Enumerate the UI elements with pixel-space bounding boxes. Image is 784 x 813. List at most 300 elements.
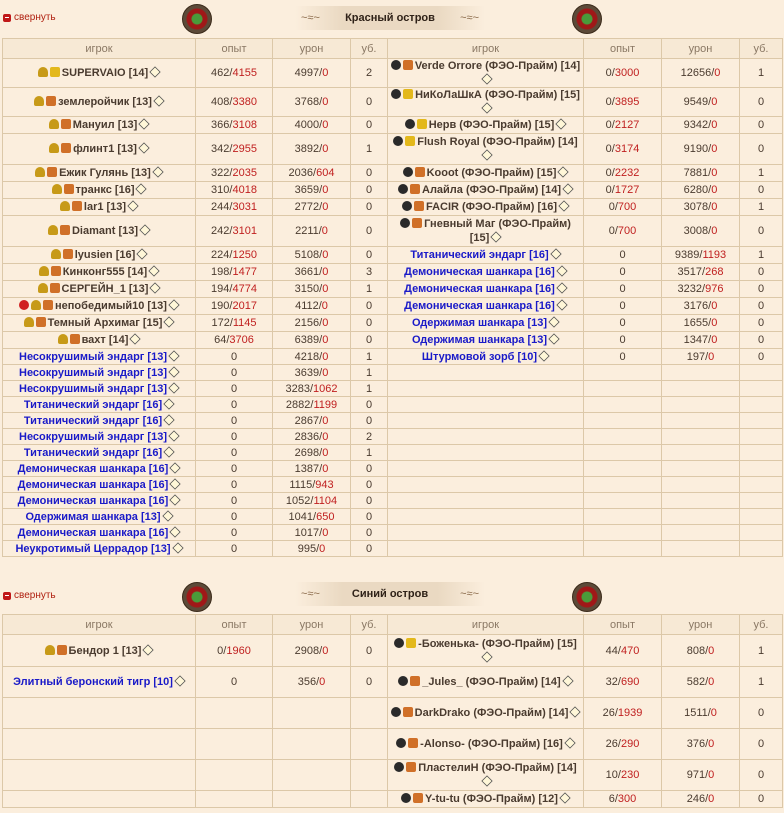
info-icon[interactable] [556, 299, 567, 310]
experience-cell [196, 477, 273, 493]
damage-cell-value: 246 [686, 793, 706, 805]
monster-name-link[interactable]: Демоническая шанкара [16] [404, 266, 555, 278]
experience-cell [584, 760, 662, 791]
player-cell [3, 332, 196, 349]
damage-cell-value: 2772 [294, 201, 320, 213]
damage-cell [273, 199, 351, 216]
kills-cell: 0 [740, 760, 783, 791]
experience-cell [196, 315, 273, 332]
slash: / [611, 119, 615, 131]
info-icon[interactable] [174, 675, 185, 686]
empty-cell [662, 381, 740, 397]
experience-cell [196, 365, 273, 381]
player-name-link[interactable]: непобедимый10 [13] [55, 300, 167, 312]
info-icon[interactable] [162, 510, 173, 521]
red-island-title: ~≈~ Красный остров ~≈~ [295, 6, 485, 30]
damage-cell-bonus: 0 [319, 542, 326, 555]
kills-cell: 0 [351, 298, 388, 315]
info-icon[interactable] [550, 248, 561, 259]
info-icon[interactable] [562, 675, 573, 686]
experience-cell [196, 429, 273, 445]
slash: / [705, 738, 709, 750]
empty-cell [584, 365, 662, 381]
monster-name-link[interactable]: Несокрушимый эндарг [13] [19, 382, 167, 395]
experience-cell-value: 0 [217, 644, 224, 657]
monster-name-link[interactable]: Демоническая шанкара [16] [404, 300, 555, 312]
info-icon[interactable] [139, 224, 150, 235]
kills-cell: 0 [740, 264, 783, 281]
player-name-link[interactable]: ПластелиН (ФЭО-Прайм) [14] [418, 762, 577, 774]
experience-cell-bonus: 1960 [226, 644, 251, 657]
player-cell [388, 117, 584, 134]
info-icon[interactable] [556, 118, 567, 129]
damage-cell-bonus: 943 [315, 478, 334, 491]
monster-name-link[interactable]: Элитный беронский тигр [10] [13, 676, 173, 688]
column-header: опыт [584, 39, 662, 59]
kills-cell: 1 [740, 667, 783, 698]
info-icon[interactable] [163, 398, 174, 409]
experience-cell [584, 332, 662, 349]
damage-cell-value: 376 [686, 738, 706, 750]
monster-name-link[interactable]: Штурмовой зорб [10] [421, 350, 538, 363]
info-icon[interactable] [170, 478, 181, 489]
info-icon[interactable] [559, 792, 570, 803]
info-icon[interactable] [163, 446, 174, 457]
info-icon[interactable] [481, 102, 492, 113]
clan-emblem-icon [49, 119, 59, 129]
slash: / [229, 201, 233, 213]
experience-cell-value: 190 [211, 300, 230, 312]
monster-name-link[interactable]: Демоническая шанкара [16] [404, 283, 555, 295]
damage-cell [273, 117, 351, 134]
slash: / [707, 707, 711, 719]
damage-cell-value: 971 [686, 769, 706, 781]
player-name-link[interactable]: -Alonso- (ФЭО-Прайм) [16] [420, 738, 563, 750]
experience-cell-value: 310 [211, 184, 230, 196]
player-name-link[interactable]: Мануил [13] [72, 119, 138, 131]
rank-icon [63, 249, 73, 259]
player-name-link[interactable]: Алайла (ФЭО-Прайм) [14] [422, 184, 561, 196]
kills-cell: 0 [351, 315, 388, 332]
monster-name-link[interactable]: Демоническая шанкара [16] [17, 462, 169, 475]
player-name-link[interactable]: Verde Orrore (ФЭО-Прайм) [14] [414, 60, 581, 72]
player-name-link[interactable]: FACIR (ФЭО-Прайм) [16] [425, 201, 558, 213]
info-icon[interactable] [168, 299, 179, 310]
damage-cell-bonus: 1062 [313, 382, 338, 395]
experience-cell-bonus: 300 [617, 793, 637, 805]
info-icon[interactable] [556, 282, 567, 293]
table-header-row [3, 615, 783, 635]
info-icon[interactable] [168, 382, 179, 393]
experience-cell-bonus: 3108 [232, 119, 257, 131]
monster-name-link[interactable]: Одержимая шанкара [13] [411, 334, 548, 346]
info-icon[interactable] [163, 414, 174, 425]
player-cell [3, 525, 196, 541]
player-cell [388, 216, 584, 247]
damage-cell-bonus: 0 [322, 67, 329, 79]
slash: / [316, 676, 320, 688]
clan-emblem-icon [38, 283, 48, 293]
info-icon[interactable] [150, 66, 161, 77]
info-icon[interactable] [152, 166, 163, 177]
info-icon[interactable] [172, 542, 183, 553]
empty-cell [584, 397, 662, 413]
experience-cell-value: 0 [230, 446, 238, 459]
damage-cell-bonus: 650 [316, 510, 335, 523]
damage-cell-bonus: 0 [322, 350, 329, 363]
player-name-link[interactable]: землеройчик [13] [58, 96, 152, 108]
damage-cell [662, 59, 740, 88]
player-name-link[interactable]: lyusien [16] [74, 249, 136, 261]
player-name-link[interactable]: Y-tu-tu (ФЭО-Прайм) [12] [425, 793, 558, 805]
table-row [3, 247, 783, 264]
player-name-link[interactable]: флинт1 [13] [73, 143, 137, 155]
info-icon[interactable] [136, 183, 147, 194]
player-cell [388, 165, 584, 182]
info-icon[interactable] [481, 149, 492, 160]
rank-icon [46, 96, 56, 106]
clan-emblem-icon [58, 334, 68, 344]
experience-cell-value: 0 [605, 119, 612, 131]
monster-name-link[interactable]: Несокрушимый эндарг [13] [19, 366, 167, 379]
damage-cell-bonus: 0 [322, 249, 329, 261]
experience-cell-bonus: 3101 [232, 225, 257, 237]
damage-cell-value: 3768 [294, 96, 320, 108]
damage-cell-bonus: 0 [322, 201, 329, 213]
player-cell [3, 461, 196, 477]
slash: / [319, 119, 323, 131]
damage-cell [273, 461, 351, 477]
damage-cell [273, 413, 351, 429]
slash: / [319, 446, 323, 459]
empty-cell [351, 791, 388, 808]
player-name-link[interactable]: SUPERVAIO [14] [61, 67, 149, 79]
info-icon[interactable] [168, 430, 179, 441]
player-name-link[interactable]: lar1 [13] [83, 201, 127, 213]
info-icon[interactable] [491, 231, 502, 242]
slash: / [229, 283, 233, 295]
empty-cell [740, 397, 783, 413]
experience-cell [584, 349, 662, 365]
empty-cell [196, 729, 273, 760]
experience-cell [196, 298, 273, 315]
table-row [3, 509, 783, 525]
experience-cell [584, 88, 662, 117]
info-icon[interactable] [481, 73, 492, 84]
experience-cell-value: 0 [605, 67, 612, 79]
experience-cell [196, 199, 273, 216]
clan-emblem-icon [49, 143, 59, 153]
player-name-link[interactable]: Гневный Маг (ФЭО-Прайм) [15] [424, 218, 571, 244]
info-icon[interactable] [149, 265, 160, 276]
player-name-link[interactable]: Kooot (ФЭО-Прайм) [15] [426, 167, 557, 179]
column-header: уб. [351, 615, 388, 635]
slash: / [310, 494, 314, 507]
info-icon[interactable] [153, 95, 164, 106]
column-header: урон [273, 615, 351, 635]
damage-cell [273, 493, 351, 509]
monster-name-link[interactable]: Неукротимый Церрадор [13] [15, 542, 171, 555]
experience-cell-bonus: 2035 [232, 167, 257, 179]
kills-cell: 1 [351, 365, 388, 381]
info-icon[interactable] [562, 183, 573, 194]
player-name-link[interactable]: Нерв (ФЭО-Прайм) [15] [428, 119, 555, 131]
slash: / [708, 96, 712, 108]
slash: / [229, 67, 233, 79]
damage-cell-bonus: 268 [705, 266, 724, 278]
experience-cell [196, 134, 273, 165]
info-icon[interactable] [548, 333, 559, 344]
kills-cell: 2 [351, 59, 388, 88]
damage-cell-bonus: 0 [711, 300, 718, 312]
experience-cell [196, 541, 273, 557]
player-name-link[interactable]: Бендор 1 [13] [68, 644, 142, 657]
monster-name-link[interactable]: Титанический эндарг [16] [410, 249, 549, 261]
slash: / [319, 526, 323, 539]
empty-cell [388, 381, 584, 397]
blue-collapse-link[interactable] [3, 590, 56, 601]
empty-cell [196, 760, 273, 791]
experience-cell-bonus: 3706 [229, 334, 254, 346]
player-cell [388, 247, 584, 264]
monster-name-link[interactable]: Титанический эндарг [16] [23, 398, 163, 411]
table-row [3, 791, 783, 808]
kills-cell: 0 [740, 791, 783, 808]
kills-cell: 1 [740, 59, 783, 88]
player-name-link[interactable]: _Jules_ (ФЭО-Прайм) [14] [422, 676, 561, 688]
empty-cell [351, 729, 388, 760]
experience-cell [196, 264, 273, 281]
damage-cell [273, 541, 351, 557]
player-name-link[interactable]: Flush Royal (ФЭО-Прайм) [14] [417, 136, 578, 148]
damage-cell-value: 3517 [677, 266, 703, 278]
damage-cell-bonus: 0 [714, 67, 721, 79]
slash: / [708, 225, 712, 237]
table-row [3, 349, 783, 365]
info-icon[interactable] [138, 142, 149, 153]
experience-cell [196, 397, 273, 413]
info-icon[interactable] [137, 248, 148, 259]
info-icon[interactable] [143, 644, 154, 655]
empty-cell [388, 429, 584, 445]
experience-cell-bonus: 2127 [614, 119, 640, 131]
player-cell [388, 264, 584, 281]
damage-cell [273, 247, 351, 264]
rank-icon [413, 793, 423, 803]
damage-cell-value: 4000 [294, 119, 320, 131]
empty-cell [3, 729, 196, 760]
info-icon[interactable] [150, 282, 161, 293]
player-name-link[interactable]: Ежик Гулянь [13] [59, 167, 151, 179]
experience-cell-value: 0 [619, 266, 626, 278]
experience-cell [196, 445, 273, 461]
empty-cell [584, 525, 662, 541]
monster-name-link[interactable]: Демоническая шанкара [16] [17, 526, 169, 539]
player-name-link[interactable]: транкс [16] [75, 184, 135, 196]
experience-cell-bonus: 470 [620, 644, 640, 657]
monster-name-link[interactable]: Титанический эндарг [16] [23, 414, 163, 427]
experience-cell [196, 59, 273, 88]
player-name-link[interactable]: Кинконг555 [14] [62, 266, 148, 278]
slash: / [226, 334, 230, 346]
slash: / [319, 266, 323, 278]
empty-cell [740, 493, 783, 509]
damage-cell-bonus: 0 [711, 225, 718, 237]
damage-cell-bonus: 0 [711, 317, 718, 329]
player-cell [3, 541, 196, 557]
kills-cell: 1 [740, 199, 783, 216]
damage-cell-bonus: 0 [322, 283, 329, 295]
damage-cell-bonus: 0 [708, 644, 715, 657]
kills-cell: 0 [351, 541, 388, 557]
player-name-link[interactable]: -Боженька- (ФЭО-Прайм) [15] [418, 637, 577, 650]
red-island-table [2, 38, 783, 557]
slash: / [319, 283, 323, 295]
experience-cell-bonus: 1477 [232, 266, 257, 278]
damage-cell-value: 1017 [294, 526, 320, 539]
crown-icon [417, 119, 427, 129]
slash: / [614, 707, 618, 719]
damage-cell [662, 635, 740, 667]
damage-cell-bonus: 0 [322, 430, 329, 443]
collapse-icon [3, 592, 11, 600]
kills-cell: 1 [351, 281, 388, 298]
slash: / [319, 430, 323, 443]
slash: / [614, 201, 618, 213]
experience-cell-bonus: 3380 [232, 96, 257, 108]
player-name-link[interactable]: СЕРГЕЙН_1 [13] [61, 283, 149, 295]
info-icon[interactable] [127, 200, 138, 211]
slash: / [705, 793, 709, 805]
table-row [3, 413, 783, 429]
player-cell [3, 397, 196, 413]
table-row [3, 264, 783, 281]
info-icon[interactable] [481, 651, 492, 662]
damage-cell-bonus: 0 [711, 201, 718, 213]
monster-name-link[interactable]: Одержимая шанкара [13] [411, 317, 548, 329]
monster-name-link[interactable]: Несокрушимый эндарг [13] [19, 430, 167, 443]
player-cell [3, 134, 196, 165]
damage-cell-value: 3176 [683, 300, 709, 312]
kills-cell: 3 [351, 264, 388, 281]
info-icon[interactable] [564, 737, 575, 748]
empty-cell [3, 791, 196, 808]
experience-cell-bonus: 2017 [232, 300, 257, 312]
experience-cell [584, 698, 662, 729]
player-cell [3, 413, 196, 429]
skull-icon [19, 300, 29, 310]
info-icon[interactable] [556, 265, 567, 276]
experience-cell [584, 59, 662, 88]
monster-name-link[interactable]: Одержимая шанкара [13] [25, 510, 161, 523]
info-icon[interactable] [170, 462, 181, 473]
monster-name-link[interactable]: Демоническая шанкара [16] [17, 494, 169, 507]
damage-cell [273, 298, 351, 315]
experience-cell-bonus: 2232 [614, 167, 640, 179]
empty-cell [740, 429, 783, 445]
player-cell [3, 635, 196, 667]
damage-cell-value: 1041 [288, 510, 314, 523]
slash: / [705, 644, 709, 657]
player-cell [3, 216, 196, 247]
info-icon[interactable] [130, 333, 141, 344]
experience-cell-bonus: 1939 [617, 707, 643, 719]
experience-cell [584, 315, 662, 332]
damage-cell-bonus: 0 [708, 769, 715, 781]
table-row [3, 332, 783, 349]
info-icon[interactable] [570, 706, 581, 717]
info-icon[interactable] [139, 118, 150, 129]
slash: / [319, 366, 323, 379]
experience-cell-value: 342 [211, 143, 230, 155]
player-name-link[interactable]: НиКоЛаШкА (ФЭО-Прайм) [15] [415, 89, 580, 101]
experience-cell-value: 0 [230, 494, 238, 507]
info-icon[interactable] [170, 494, 181, 505]
experience-cell-bonus: 1727 [614, 184, 640, 196]
table-row [3, 445, 783, 461]
kills-cell: 0 [351, 397, 388, 413]
experience-cell-bonus: 3031 [232, 201, 257, 213]
info-icon[interactable] [168, 350, 179, 361]
monster-name-link[interactable]: Демоническая шанкара [16] [17, 478, 169, 491]
player-cell [3, 247, 196, 264]
damage-cell [662, 729, 740, 760]
info-icon[interactable] [538, 350, 549, 361]
experience-cell-bonus: 3895 [614, 96, 640, 108]
experience-cell-value: 172 [211, 317, 230, 329]
slash: / [316, 542, 320, 555]
empty-cell [740, 477, 783, 493]
slash: / [711, 67, 715, 79]
info-icon[interactable] [170, 526, 181, 537]
clan-emblem-icon [51, 249, 61, 259]
player-cell [3, 88, 196, 117]
info-icon[interactable] [164, 316, 175, 327]
rank-icon [415, 167, 425, 177]
player-name-link[interactable]: вахт [14] [81, 334, 129, 346]
rank-icon [403, 707, 413, 717]
table-row [3, 199, 783, 216]
empty-cell [351, 760, 388, 791]
player-cell [388, 281, 584, 298]
player-cell [388, 88, 584, 117]
player-name-link[interactable]: Темный Архимаг [15] [47, 317, 163, 329]
monster-name-link[interactable]: Титанический эндарг [16] [23, 446, 163, 459]
damage-cell [662, 134, 740, 165]
red-collapse-link[interactable] [3, 12, 56, 23]
experience-cell-bonus: 290 [620, 738, 640, 750]
info-icon[interactable] [481, 775, 492, 786]
slash: / [708, 317, 712, 329]
info-icon[interactable] [558, 166, 569, 177]
slash: / [617, 676, 621, 688]
monster-name-link[interactable]: Несокрушимый эндарг [13] [19, 350, 167, 363]
empty-cell [740, 509, 783, 525]
player-name-link[interactable]: DarkDrako (ФЭО-Прайм) [14] [414, 707, 569, 719]
info-icon[interactable] [558, 200, 569, 211]
slash: / [319, 143, 323, 155]
kills-cell: 0 [351, 117, 388, 134]
damage-cell [273, 667, 351, 698]
player-name-link[interactable]: Diamant [13] [71, 225, 139, 237]
slash: / [699, 249, 703, 261]
info-icon[interactable] [168, 366, 179, 377]
info-icon[interactable] [548, 316, 559, 327]
experience-cell [584, 182, 662, 199]
empty-cell [740, 365, 783, 381]
kills-cell: 0 [740, 134, 783, 165]
empty-cell [196, 698, 273, 729]
